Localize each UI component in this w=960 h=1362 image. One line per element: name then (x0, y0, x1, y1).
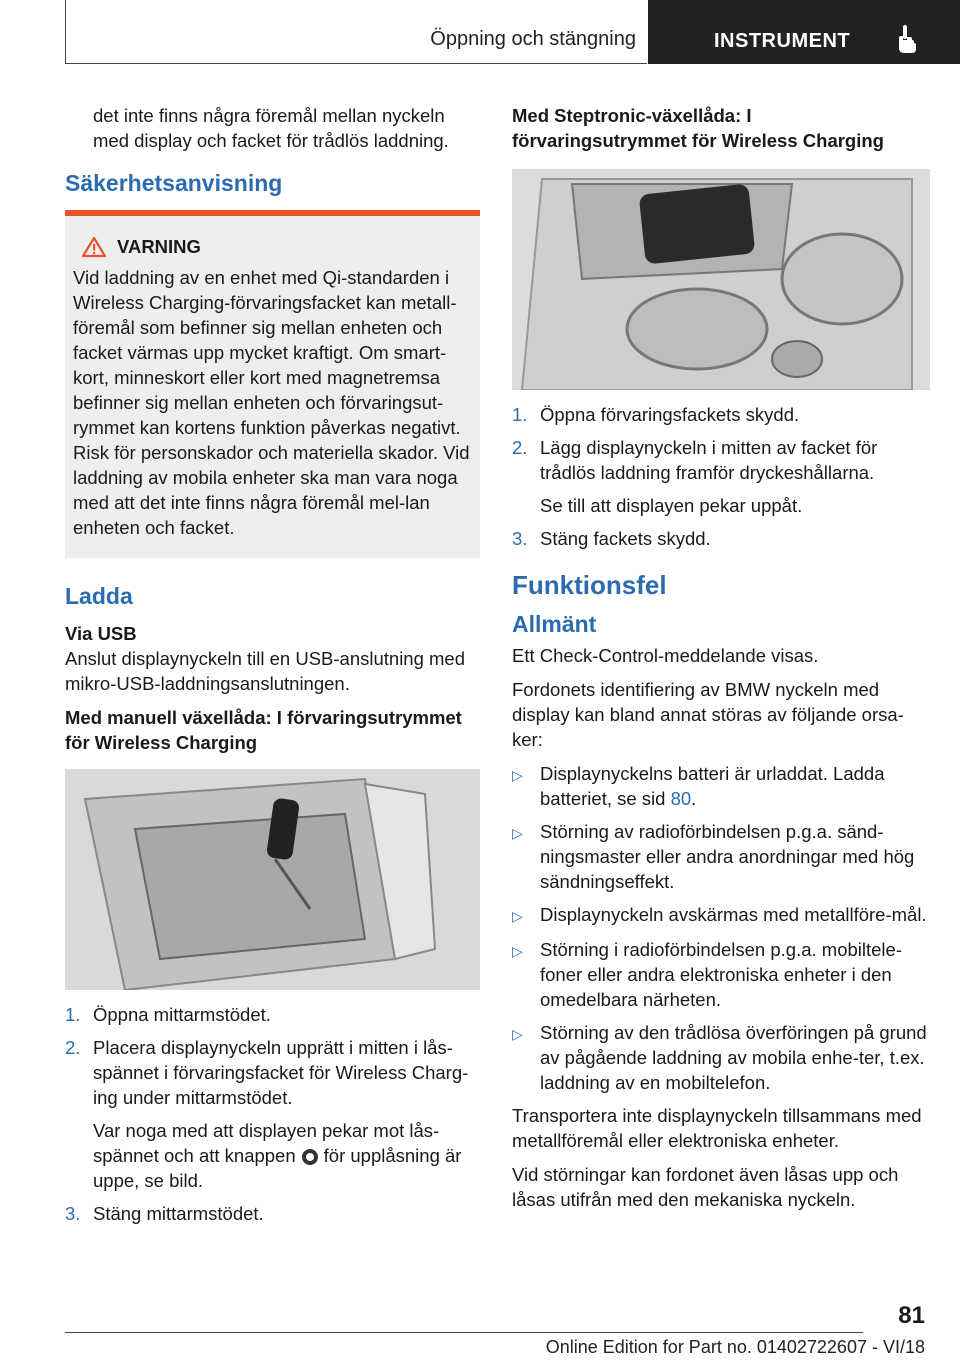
list-item: ▷ Störning av radioförbindelsen p.g.a. sänd-ningsmaster eller andra anordningar med hög sändningseffekt. (512, 821, 915, 892)
list-item: ▷ Störning av den trådlösa överföringen på grund av pågående laddning av mobila enhe-ter, t.ex. laddning av en mobiltelefon. (512, 1022, 927, 1093)
warning-text: Vid laddning av en enhet med Qi-standarden i Wireless Charging-förvaringsfacket kan metall-föremål som befinner sig mellan enheten och facket värmas upp mycket kraftigt. Om smart-kort, minneskort eller kort med magnetremsa befinner sig mellan enheten och förvaringsut-rymmet kan kortens funktion påverkas negativt. Risk för personskador och materiella skador. Vid laddning av mobila enheter ska man vara noga med att det inte finns några föremål mel-lan enheten och facket. (73, 267, 470, 538)
step-note: Var noga med att displayen pekar mot lås-spännet och att knappen för upplåsning är uppe, se bild. (93, 1120, 462, 1191)
fault-heading: Funktionsfel (512, 570, 667, 600)
bullet-triangle-icon: ▷ (512, 825, 523, 841)
bullet-triangle-icon: ▷ (512, 1026, 523, 1042)
cupholder-illustration (512, 169, 930, 390)
pointing-hand-icon (894, 24, 920, 54)
bullet-triangle-icon: ▷ (512, 908, 523, 924)
charge-heading: Ladda (65, 583, 133, 609)
usb-heading: Via USB (65, 623, 137, 644)
section-title: Öppning och stängning (430, 28, 636, 50)
bullet-triangle-icon: ▷ (512, 943, 523, 959)
warning-triangle-icon (81, 236, 107, 258)
right-column (512, 103, 930, 1221)
list-item: 2. Lägg displaynyckeln i mitten av facket för trådlös laddning framför dryckeshållarna. Se till att displayen pekar uppåt. (512, 435, 930, 518)
armrest-illustration (65, 769, 480, 990)
unlock-button-icon (302, 1149, 318, 1165)
general-text-2: Fordonets identifiering av BMW nyckeln med display kan bland annat störas av följande orsa-ker: (512, 679, 904, 750)
chapter-tab[interactable] (648, 0, 960, 64)
footer-rule (65, 1332, 863, 1333)
list-item: ▷ Störning i radioförbindelsen p.g.a. mobiltele-foner eller andra elektroniska enheter i den omedelbara närheten. (512, 939, 902, 1010)
cupholder-photo (512, 169, 930, 390)
header-rule (65, 63, 647, 64)
chapter-label: INSTRUMENT (714, 30, 851, 52)
list-item: 3. Stäng mittarmstödet. (65, 1203, 264, 1224)
general-text-1: Ett Check-Control-meddelande visas. (512, 645, 819, 666)
bullet-triangle-icon: ▷ (512, 767, 523, 783)
page-number: 81 (898, 1302, 925, 1329)
warning-box (65, 210, 480, 558)
warning-title: VARNING (117, 236, 201, 257)
closing-text-1: Transportera inte displaynyckeln tillsammans med metallföremål eller elektroniska enheter. (512, 1105, 922, 1151)
list-item: 1. Öppna mittarmstödet. (65, 1004, 271, 1025)
list-item: ▷ Displaynyckeln avskärmas med metallföre-mål. (512, 902, 930, 929)
list-item: 1. Öppna förvaringsfackets skydd. (512, 404, 800, 425)
footer-text: Online Edition for Part no. 01402722607 - VI/18 (545, 1337, 925, 1357)
closing-text-2: Vid störningar kan fordonet även låsas upp och låsas utifrån med den mekaniska nyckeln. (512, 1164, 899, 1210)
intro-text: det inte finns några föremål mellan nyckeln med display och facket för trådlös laddning. (93, 105, 449, 151)
armrest-photo (65, 769, 480, 990)
step-note: Se till att displayen pekar uppåt. (540, 495, 803, 516)
warning-title-row (73, 234, 472, 259)
general-heading: Allmänt (512, 611, 597, 637)
left-column (65, 103, 480, 1234)
page-link[interactable]: 80 (670, 788, 692, 809)
list-item: 3. Stäng fackets skydd. (512, 528, 711, 549)
usb-text: Anslut displaynyckeln till en USB-anslutning med mikro-USB-laddningsanslutningen. (65, 648, 466, 694)
safety-heading: Säkerhetsanvisning (65, 170, 283, 196)
steptronic-steps (512, 402, 930, 551)
list-item: 2. Placera displaynyckeln upprätt i mitten i lås-spännet i förvaringsfacket för Wireless Charg-ing under mittarmstödet. Var noga med att displayen pekar mot lås-spännet och att knappen för upplåsning är uppe, se bild. (65, 1035, 480, 1193)
manual-heading: Med manuell växellåda: I förvaringsutrymmet för Wireless Charging (65, 707, 462, 753)
manual-steps (65, 1002, 480, 1226)
header-divider (65, 0, 66, 64)
steptronic-heading: Med Steptronic-växellåda: I förvaringsutrymmet för Wireless Charging (512, 105, 884, 151)
list-item: ▷ Displaynyckelns batteri är urladdat. Ladda batteriet, se sid 80. (512, 763, 885, 809)
fault-causes (512, 761, 930, 1095)
